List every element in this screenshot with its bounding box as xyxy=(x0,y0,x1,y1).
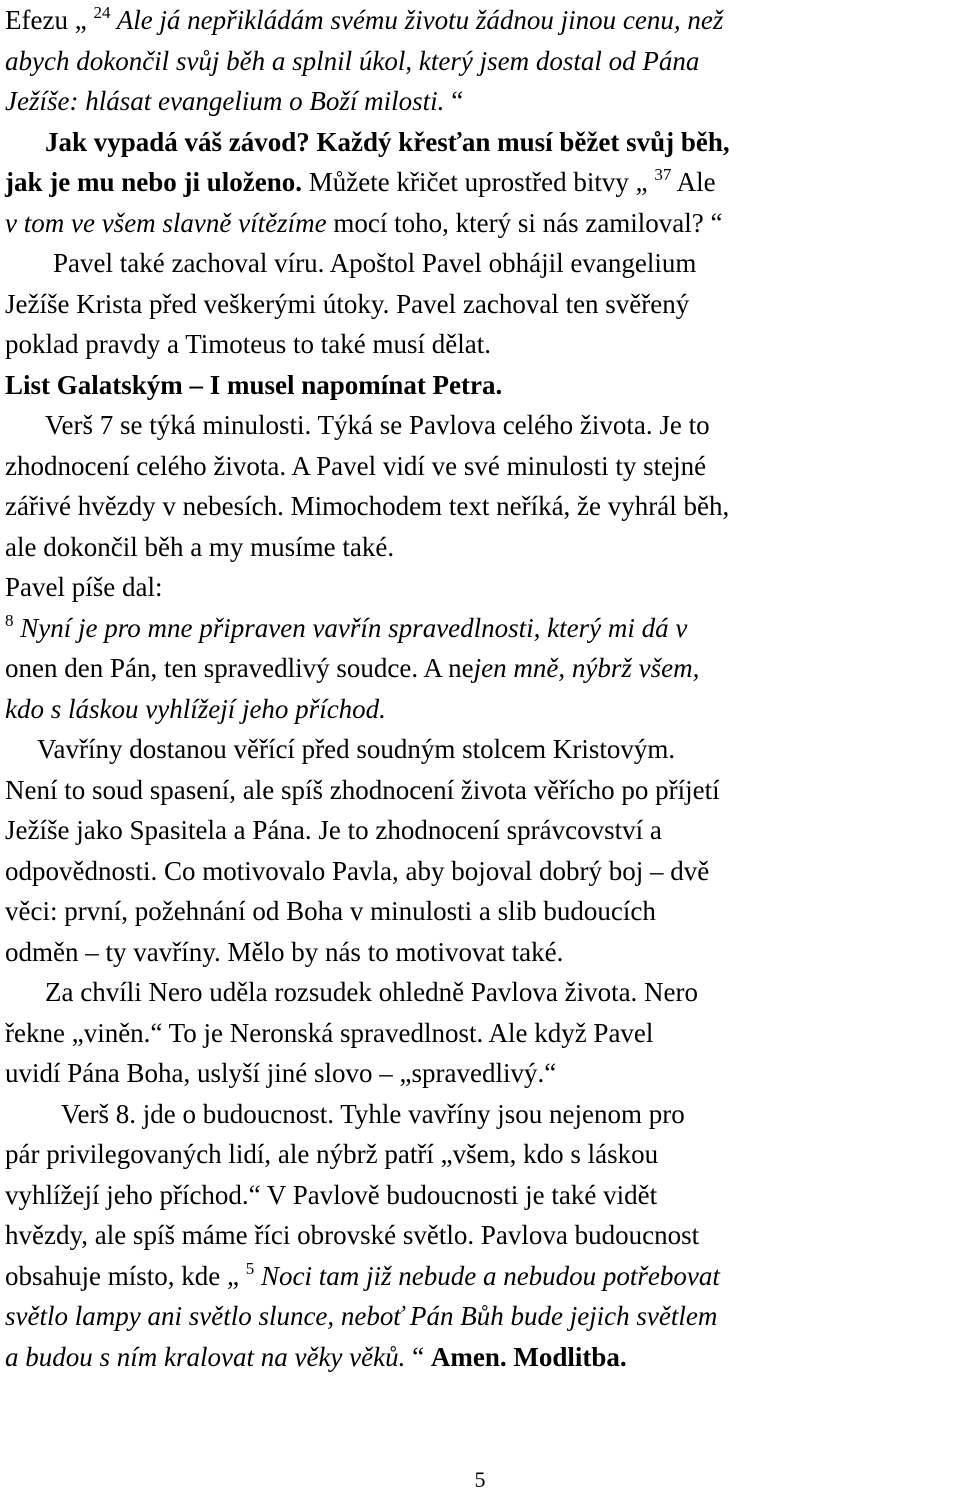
text-segment: uvidí Pána Boha, uslyší jiné slovo – „spravedlivý.“ xyxy=(5,1058,557,1088)
text-line xyxy=(5,770,720,811)
text-line xyxy=(5,41,699,82)
text-segment: ale dokončil běh a my musíme také. xyxy=(5,531,395,562)
text-segment: Pavel také zachoval víru. Apoštol Pavel obhájil evangelium xyxy=(53,248,697,278)
text-segment: “ xyxy=(405,1341,431,1372)
document-page xyxy=(5,0,955,1499)
text-line xyxy=(45,405,710,446)
text-line xyxy=(5,1337,627,1378)
verse-number: 37 xyxy=(654,165,672,184)
text-segment: odměn – ty vavříny. Mělo by nás to motivovat také. xyxy=(5,936,564,967)
text-line xyxy=(37,729,675,770)
text-segment: Noci tam již nebude a nebudou potřebovat xyxy=(254,1260,720,1291)
text-segment: vyhlížejí jeho příchod.“ V Pavlově budoucnosti je také vidět xyxy=(5,1179,658,1210)
text-line xyxy=(5,324,491,365)
text-segment: Ale xyxy=(671,167,716,197)
text-line xyxy=(5,1296,717,1337)
text-segment: Vavříny dostanou věřící před soudným stolcem Kristovým. xyxy=(37,734,676,764)
text-segment: Ježíše jako Spasitela a Pána. Je to zhodnocení správcovství a xyxy=(5,815,662,845)
verse-number: 24 xyxy=(93,3,111,22)
text-segment: zářivé hvězdy v nebesích. Mimochodem text neříká, že vyhrál běh, xyxy=(5,491,730,521)
text-line xyxy=(5,567,162,608)
text-line xyxy=(5,284,689,325)
text-segment: Můžete křičet uprostřed bitvy „ xyxy=(302,167,655,197)
text-line xyxy=(5,486,729,527)
text-line xyxy=(5,810,662,851)
text-line xyxy=(5,1013,653,1054)
page-number: 5 xyxy=(474,1467,486,1492)
text-segment: v tom ve všem slavně vítězíme xyxy=(5,207,327,238)
verse-number: 8 xyxy=(5,610,14,630)
text-segment: odpovědnosti. Co motivovalo Pavla, aby bojoval dobrý boj – dvě xyxy=(5,855,710,886)
text-segment: světlo lampy ani světlo slunce, neboť Pán Bůh bude jejich světlem xyxy=(5,1301,718,1331)
text-segment: poklad pravdy a Timoteus to také musí dělat. xyxy=(5,329,491,359)
text-line xyxy=(5,851,709,892)
text-segment: věci: první, požehnání od Boha v minulosti a slib budoucích xyxy=(5,896,656,926)
text-segment: mocí toho, který si nás zamiloval? “ xyxy=(326,207,723,238)
text-line xyxy=(5,365,502,406)
text-segment: řekne „viněn.“ To je Neronská spravedlnost. Ale když Pavel xyxy=(5,1017,654,1048)
text-segment: Amen. Modlitba. xyxy=(430,1341,627,1372)
text-line xyxy=(5,446,706,487)
text-segment: Pavel píše dal: xyxy=(5,572,163,602)
text-segment: Verš 7 se týká minulosti. Týká se Pavlova celého života. Je to xyxy=(45,410,710,440)
text-line xyxy=(5,81,463,122)
text-segment: pár privilegovaných lidí, ale nýbrž patří „všem, kdo s láskou xyxy=(5,1139,659,1169)
text-line xyxy=(5,1256,720,1297)
text-segment: abych dokončil svůj běh a splnil úkol, který jsem dostal od Pána xyxy=(5,45,700,76)
text-line xyxy=(5,1053,556,1094)
verse-number: 5 xyxy=(245,1258,255,1278)
text-line xyxy=(5,891,656,932)
text-line xyxy=(45,972,698,1013)
text-line xyxy=(53,243,696,284)
text-line xyxy=(5,203,723,244)
text-segment: zhodnocení celého života. A Pavel vidí ve své minulosti ty stejné xyxy=(5,450,707,481)
text-segment: kdo s láskou vyhlížejí jeho příchod. xyxy=(5,693,386,724)
text-segment: hvězdy, ale spíš máme říci obrovské světlo. Pavlova budoucnost xyxy=(5,1220,700,1250)
text-segment: Jak vypadá váš závod? Každý křesťan musí běžet svůj běh, xyxy=(45,126,730,157)
text-line xyxy=(5,648,699,689)
text-segment: Ale já nepřikládám svému životu žádnou jinou cenu, než xyxy=(110,5,724,35)
text-line xyxy=(45,122,730,163)
text-segment: Ježíše Krista před veškerými útoky. Pavel zachoval ten svěřený xyxy=(5,288,690,319)
text-segment: a budou s ním kralovat na věky věků. xyxy=(5,1341,406,1372)
text-line xyxy=(5,1175,657,1216)
text-line xyxy=(5,162,716,203)
text-segment: jen mně, nýbrž všem, xyxy=(473,653,700,683)
text-line xyxy=(5,608,687,649)
text-segment: Verš 8. jde o budoucnost. Tyhle vavříny jsou nejenom pro xyxy=(61,1098,685,1129)
text-line xyxy=(5,0,723,41)
text-line xyxy=(61,1094,685,1135)
text-segment: List Galatským – I musel napomínat Petra. xyxy=(5,369,503,400)
text-segment: Ježíše: hlásat evangelium o Boží milosti. xyxy=(5,86,445,116)
text-segment: jak je mu nebo ji uloženo. xyxy=(5,167,302,197)
text-segment: Za chvíli Nero uděla rozsudek ohledně Pavlova života. Nero xyxy=(45,977,699,1007)
text-segment: obsahuje místo, kde „ xyxy=(5,1260,246,1291)
text-line xyxy=(5,932,563,973)
text-segment: Není to soud spasení, ale spíš zhodnocení života věřícho po příjetí xyxy=(5,774,720,805)
text-line xyxy=(5,527,394,568)
text-segment: Efezu „ xyxy=(5,5,94,35)
text-line xyxy=(5,1134,658,1175)
text-segment: “ xyxy=(444,86,464,116)
text-line xyxy=(5,689,386,730)
text-segment: onen den Pán, ten spravedlivý soudce. A ne xyxy=(5,653,474,683)
text-line xyxy=(5,1215,699,1256)
text-segment: Nyní je pro mne připraven vavřín spravedlnosti, který mi dá v xyxy=(13,612,688,643)
